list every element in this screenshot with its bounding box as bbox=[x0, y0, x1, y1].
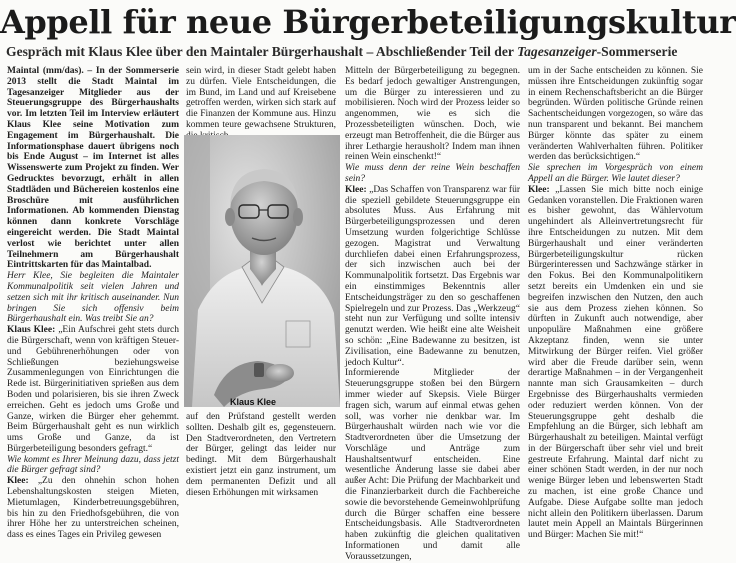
question-2: Wie kommt es Ihrer Meinung dazu, dass jetzt die Bürger gefragt sind? bbox=[7, 454, 179, 476]
column-2-top-text: sein wird, in dieser Stadt gelebt haben zu dürfen. Viele Entscheidungen, die im Bund, im Land und auf Kreisebene getroffen werden, wirken sich stark auf die Finanzen der Kommune aus. Hinzu kommen teure gewachsene Strukturen, bbox=[186, 66, 336, 130]
paragraph: Mitteln der Bürgerbeteiligung zu begegnen. Es bedarf jedoch gewaltiger Anstrengungen, um die Bürger zu interessieren und zu mobilisieren. Noch wird der Prozess leider so angenommen, wie es sich die Prozessbeteiligten wünschen. Doch, wie erzeugt man Betroffenheit, die die Bürger aus ihrer Lethargie herausholt? Indem man ihnen reinen Wein einschenkt!“ bbox=[345, 66, 520, 163]
answer-4 bbox=[528, 185, 703, 541]
article-column-2-top bbox=[186, 66, 336, 132]
paragraph: um in der Sache entscheiden zu können. Sie müssen ihre Entscheidungen zukünftig sogar in einem Rechenschaftsbericht an die Bürger begründen. Würden politische Gründe reinen Sachentscheidungen vorgezogen, so wäre das nun transparent und bekannt. Bei manchem Bürger könnte das später zu einem veränderten Wahlverhalten führen. Politiker werden das berücksichtigen.“ bbox=[528, 66, 703, 163]
subtitle-main: Gespräch mit Klaus Klee über den Maintaler Bürgerhaushalt – Abschließender Teil der bbox=[6, 44, 518, 59]
portrait-photo bbox=[184, 135, 340, 407]
article-column-3 bbox=[345, 66, 520, 562]
answer-text: „Ein Aufschrei geht stets durch die Bürgerschaft, wenn von kräftigen Steuer- und Gebührenerhöhungen oder von Schließungen beziehungsweise Zusammenlegungen von Einrichtungen die Rede ist. Bürgerinitiativen sprießen aus dem Boden und polarisieren, bis sie ihren Zweck erreichen. Geht es jedoch ums Große und Ganze, wirken die Bürger eher gehemmt. Beim Bürgerhaushalt geht es nun wirklich ums Große und Ganze, da ist Bürgerbeteiligung besonders gefragt.“ bbox=[7, 325, 180, 454]
article-column-4 bbox=[528, 66, 703, 541]
column-2-bottom-text: auf den Prüfstand gestellt werden sollten. Deshalb gilt es, gegensteuern. Den Stadtverordneten, den Vertretern der Bürger, gelingt das leider nur bedingt. Mit dem Bürgerhaushalt existiert jetzt ein ganz instrument, um dem permanenten Defizit und all diesen Erhöhungen mit wirksamen bbox=[186, 412, 336, 498]
photo-caption: Klaus Klee bbox=[230, 397, 277, 407]
headline: Appell für neue Bürgerbeteiligungskultur bbox=[0, 3, 736, 41]
speaker-label: Klee: bbox=[7, 476, 29, 487]
answer-2 bbox=[7, 476, 179, 541]
subtitle bbox=[6, 43, 706, 60]
article-column-1 bbox=[7, 66, 180, 541]
portrait-illustration bbox=[184, 135, 340, 407]
subtitle-end: -Sommerserie bbox=[596, 44, 678, 59]
question-3: Wie muss denn der reine Wein beschaffen sein? bbox=[345, 163, 520, 184]
speaker-label: Klee: bbox=[528, 184, 550, 195]
article-column-2-bottom bbox=[186, 412, 336, 498]
answer-1 bbox=[7, 325, 179, 455]
speaker-label: Klaus Klee: bbox=[7, 325, 56, 336]
question-1: Herr Klee, Sie begleiten die Maintaler Kommunalpolitik seit vielen Jahren und setzen sich mit ihr kritisch auseinander. Nun bringen Sie sich offensiv beim Bürgerhaushalt ein. Was treibt Sie an? bbox=[7, 271, 179, 325]
answer-3 bbox=[345, 185, 520, 369]
answer-text: „Lassen Sie mich bitte noch einige Gedanken voranstellen. Die Fraktionen waren es bisher gewohnt, das Wählervotum ungehindert als Alleinvertretungsrecht für ihre Entscheidungen zu nutzen. Mit dem Bürgerhaushalt und einer veränderten Bürgerbeteiligungskultur rücken Bürgerinteressen und Sachzwänge stärker in den Fokus. Bei den Kommunalpolitikern setzt bereits ein Umdenken ein und sie begreifen inzwischen den Nutzen, den auch sie aus dem Prozess ziehen können. So dürften in Zukunft auch notwendige, aber unpopuläre Maßnahmen eine größere Akzeptanz finden, wenn sie unter Mitwirkung der Bürger reifen. Viel größer wird aber die Freude darüber sein, wenn derartige Maßnahmen – in der Vergangenheit nannte man sich Grausamkeiten – durch Ergebnisse des Bürgerhaushalts vermieden oder reduziert werden können. Von der Steuerungsgruppe geht deshalb die Empfehlung an die Bürger, sich lebhaft am Bürgerhaushalt zu beteiligen. Maintal verfügt in der Bürgerschaft über sehr viel und breit gestreute Erfahrung. Maintal darf nicht zu einer schönen Stadt werden, in der nur noch wenige Bürger leben und lebenswerten Stadt zu machen, ist eine große Chance und Aufgabe. Diese Aufgabe sollte man jedoch nicht allein den Politikern überlassen. Darum lautet mein Appell an Maintals Bürgerinnen und Bürger: Machen Sie mit!“ bbox=[528, 184, 703, 541]
answer-text: „Zu den ohnehin schon hohen Lebenshaltungskosten steigen Mieten, Mietumlagen, Kinderbetreuungsgebühren, bis hin zu den Friedhofsgebühren, die von ihrer Höhe her zu unterstreichen scheinen, dass es eines Tages ein Privileg gewesen bbox=[7, 476, 179, 541]
question-4: Sie sprechen im Vorgespräch von einem Appell an die Bürger. Wie lautet dieser? bbox=[528, 163, 703, 184]
subtitle-paper: Tagesanzeiger bbox=[517, 44, 597, 59]
answer-text: „Das Schaffen von Transparenz war für die speziell gebildete Steuerungsgruppe ein absolutes Muss. Aus Erfahrung mit Bürgerbeteiligungsprozessen und deren Umsetzung wurden folgerichtige Schlüsse gezogen. Magistrat und Verwaltung durchliefen dabei einen Erfahrungsprozess, der sich inzwischen auch bei der Kommunalpolitik fortsetzt. Das Ergebnis war ein einstimmiges Bekenntnis aller Entscheidungsträger zu den so geschaffenen Spielregeln und zur Prozess. Das „Werkzeug“ steht nun zur Verfügung und sollte intensiv genutzt werden. Wie heißt eine alte Weisheit so schön: „Eine Badewanne zu besitzen, ist Zivilisation, eine Badewanne zu benutzen, jedoch Kultur“. bbox=[345, 184, 520, 368]
paragraph: Informierende Mitglieder der Steuerungsgruppe stoßen bei den Bürgern immer wieder auf Skepsis. Viele Bürger fragen sich, warum auf einmal etwas gehen soll, was vorher nie denkbar war. Im Bürgerhaushalt würden nach wie vor die Stadtverordneten über die Umsetzung der Vorschläge und Anträge zum Haushaltsentwurf entscheiden. Eine wesentliche Änderung lasse sie dabei aber außer Acht: Die Prüfung der Machbarkeit und die Finanzierbarkeit durch die Fachbereiche sowie die bevorstehende Gemeinwohlprüfung durch die Bürger schaffen eine bessere Entscheidungsbasis. Alle Stadtverordneten haben zukünftig die gleichen qualitativen Informationen und damit alle Voraussetzungen, bbox=[345, 368, 520, 562]
intro-paragraph: Maintal (mm/das). – In der Sommerserie 2013 stellt die Stadt Maintal im Tagesanzeiger Mitglieder aus der Steuerungsgruppe des Bürgerhaushalts vor. Im letzten Teil im Interview erläutert Klaus Klee seine Motivation zum Engagement im Bürgerhaushalt. Die Informationsphase dauert übrigens noch bis Ende August – im Internet ist alles Wissenswerte zum Projekt zu finden. Wer Gedrucktes bevorzugt, erhält in allen Stadtläden und Büchereien kostenlos eine Broschüre mit ausführlichen Informationen. Ab kommenden Dienstag können dann konkrete Vorschläge eingereicht werden. Die Stadt Maintal verlost wie berichtet unter allen Teilnehmern am Bürgerhaushalt Eintrittskarten für das Maintalbad. bbox=[7, 66, 179, 271]
speaker-label: Klee: bbox=[345, 184, 367, 195]
